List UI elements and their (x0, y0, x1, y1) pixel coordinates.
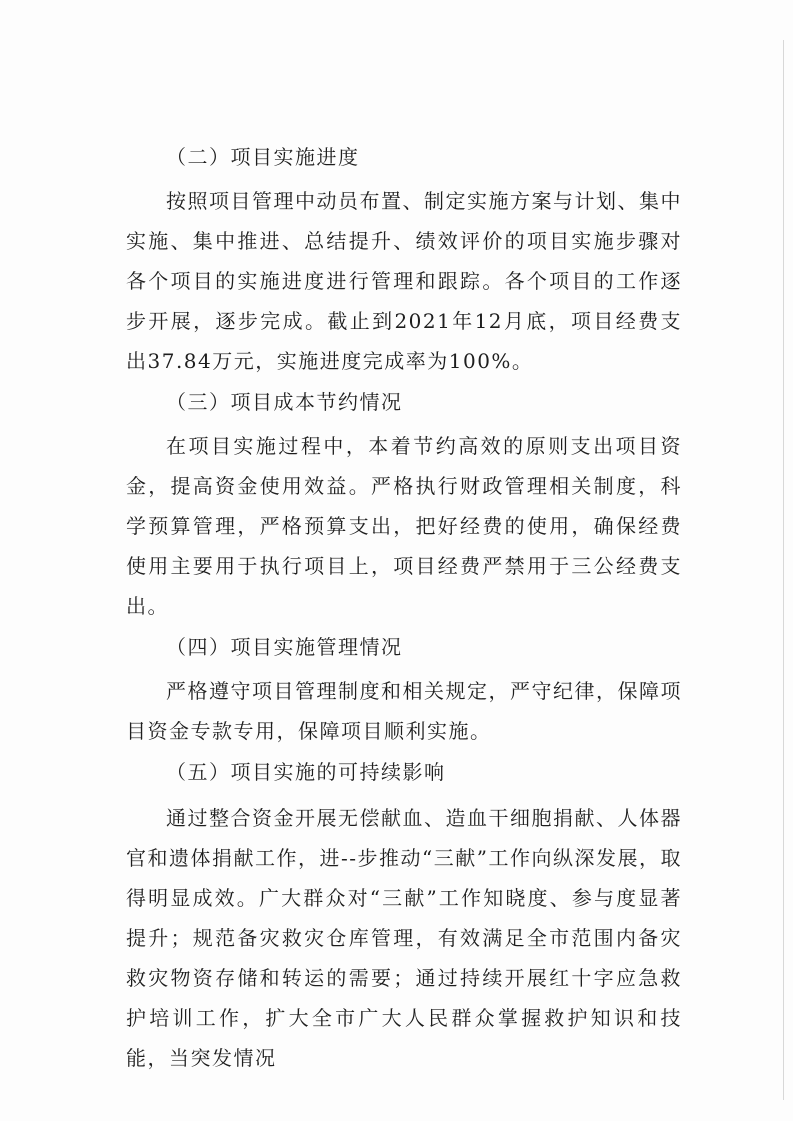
section-paragraph-sustainable-impact: 通过整合资金开展无偿献血、造血干细胞捐献、人体器官和遗体捐献工作，进--步推动“三献”工作向纵深发展，取得明显成效。广大群众对“三献”工作知晓度、参与度显著提升；规范备灾救灾仓库管理，有效满足全市范围内备灾救灾物资存储和转运的需要；通过持续开展红十字应急救护培训工作，扩大全市广大人民群众掌握救护知识和技能，当突发情况 (126, 806, 682, 1070)
section-paragraph-progress: 按照项目管理中动员布置、制定实施方案与计划、集中实施、集中推进、总结提升、绩效评价的项目实施步骤对各个项目的实施进度进行管理和跟踪。各个项目的工作逐步开展，逐步完成。截止到2021年12月底，项目经费支出37.84万元，实施进度完成率为100%。 (126, 189, 682, 373)
section-paragraph-management: 严格遵守项目管理制度和相关规定，严守纪律，保障项目资金专款专用，保障项目顺利实施。 (126, 679, 682, 743)
section-heading-sustainable-impact: （五）项目实施的可持续影响 (166, 760, 446, 784)
document-body (126, 138, 682, 1080)
scan-edge-line (783, 40, 784, 1100)
section-heading-progress: （二）项目实施进度 (166, 145, 360, 169)
section-paragraph-cost-saving: 在项目实施过程中，本着节约高效的原则支出项目资金，提高资金使用效益。严格执行财政管理相关制度，科学预算管理，严格预算支出，把好经费的使用，确保经费使用主要用于执行项目上，项目经费严禁用于三公经费支出。 (126, 434, 682, 618)
section-heading-cost-saving: （三）项目成本节约情况 (166, 390, 403, 414)
section-heading-management: （四）项目实施管理情况 (166, 635, 403, 659)
